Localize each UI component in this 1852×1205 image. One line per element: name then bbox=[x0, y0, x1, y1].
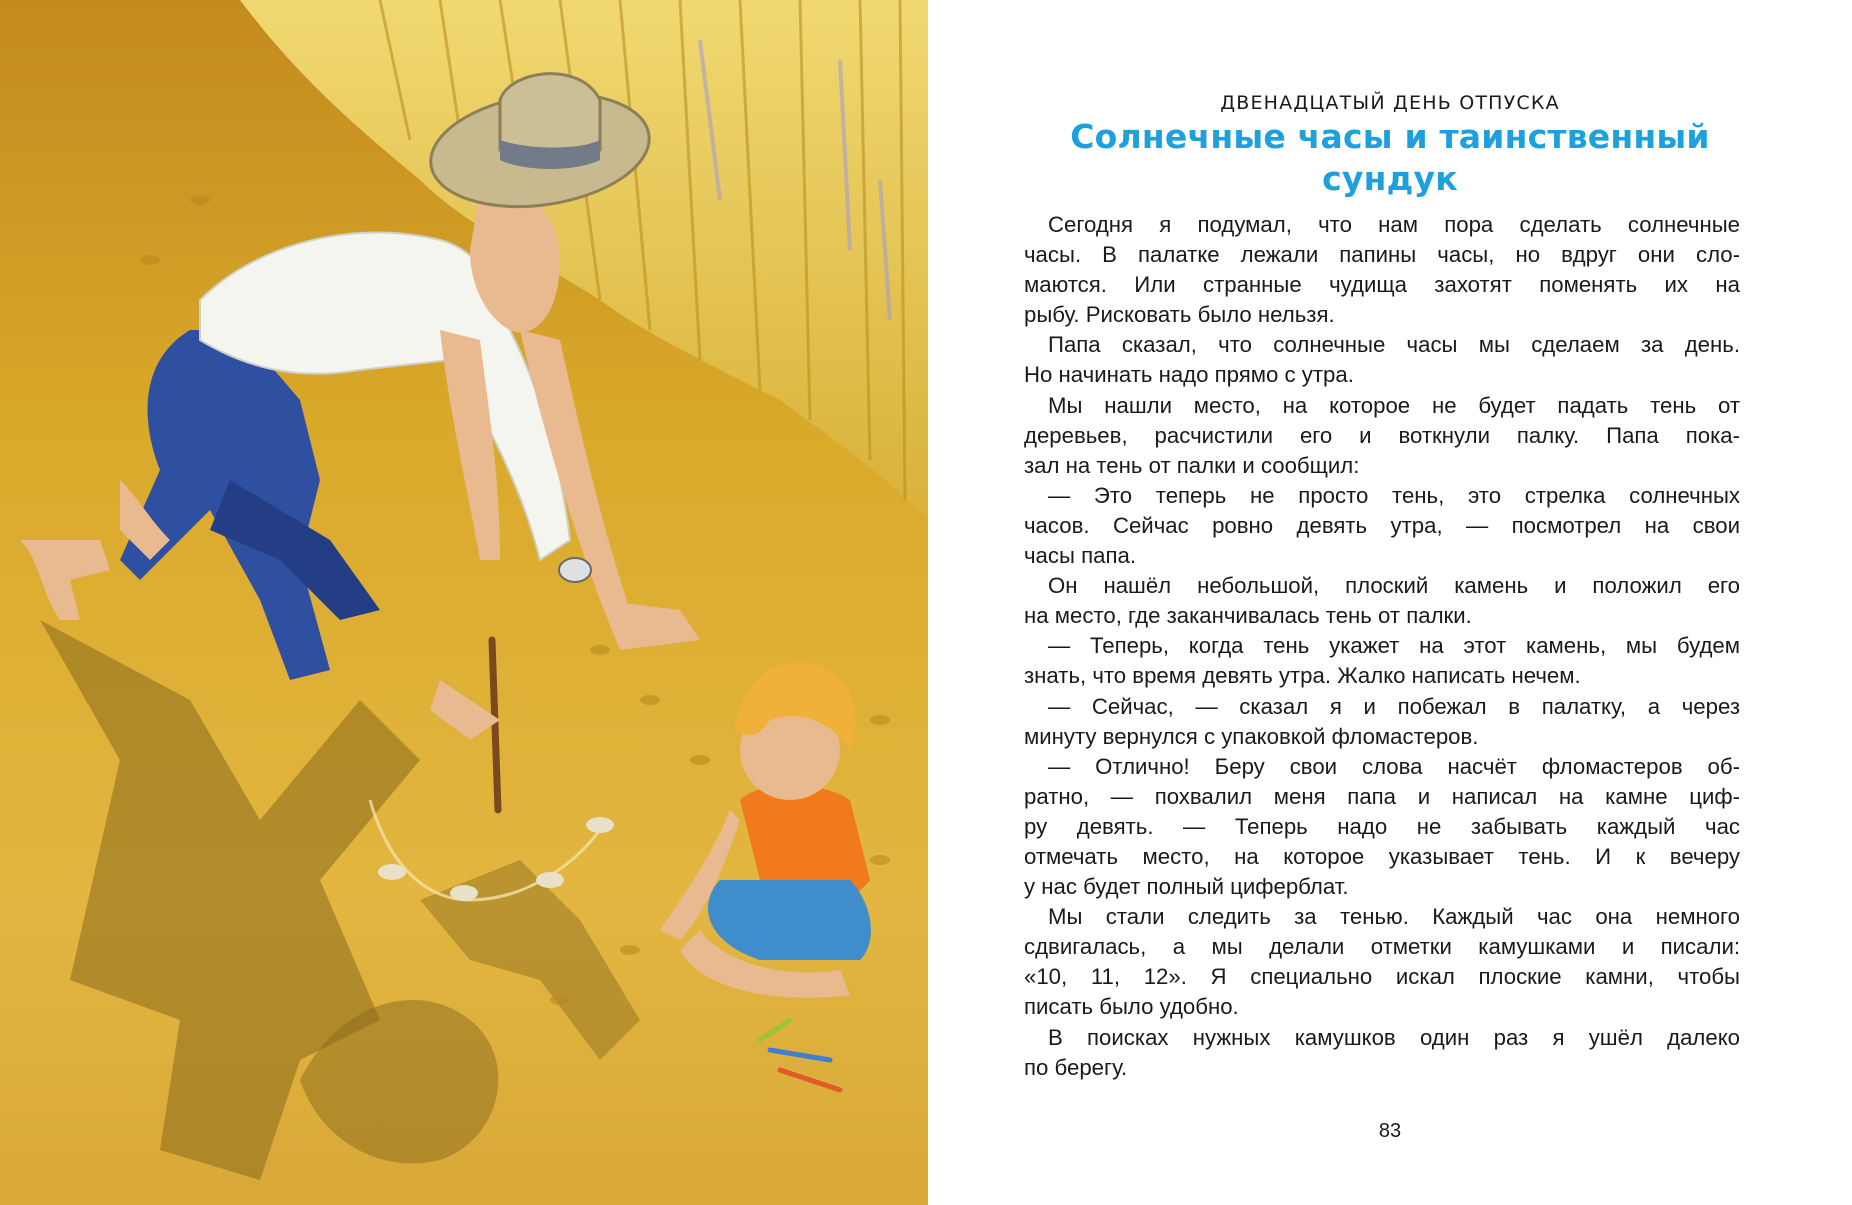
text-line: часов. Сейчас ровно девять утра, — посмотрел на свои bbox=[1024, 512, 1740, 538]
text-line: Но начинать надо прямо с утра. bbox=[1024, 362, 1354, 388]
text-line: Мы стали следить за тенью. Каждый час она немного bbox=[1048, 904, 1740, 930]
text-line: отмечать место, на которое указывает тень. И к вечеру bbox=[1024, 843, 1740, 869]
text-line: — Отлично! Беру свои слова насчёт фломастеров об- bbox=[1048, 753, 1740, 779]
text-line: часы папа. bbox=[1024, 543, 1136, 569]
text-line: ру девять. — Теперь надо не забывать каждый час bbox=[1024, 813, 1740, 839]
chapter-title-line: сундук bbox=[1322, 159, 1458, 198]
text-line: знать, что время девять утра. Жалко написать нечем. bbox=[1024, 663, 1581, 689]
text-line: — Это теперь не просто тень, это стрелка солнечных bbox=[1048, 482, 1740, 508]
text-line: Папа сказал, что солнечные часы мы сделаем за день. bbox=[1048, 332, 1740, 358]
chapter-title-line: Солнечные часы и таинственный bbox=[1070, 117, 1710, 156]
chapter-label: ДВЕНАДЦАТЫЙ ДЕНЬ ОТПУСКА bbox=[1220, 92, 1560, 114]
text-line: маются. Или странные чудища захотят поменять их на bbox=[1024, 272, 1740, 298]
text-line: Он нашёл небольшой, плоский камень и положил его bbox=[1048, 573, 1740, 599]
text-line: писать было удобно. bbox=[1024, 994, 1239, 1020]
text-line: — Сейчас, — сказал я и побежал в палатку, а через bbox=[1048, 693, 1740, 719]
text-line: на место, где заканчивалась тень от палки. bbox=[1024, 603, 1472, 629]
text-line: «10, 11, 12». Я специально искал плоские камни, чтобы bbox=[1024, 964, 1740, 990]
text-line: у нас будет полный циферблат. bbox=[1024, 874, 1349, 900]
text-line: ратно, — похвалил меня папа и написал на камне циф- bbox=[1024, 783, 1740, 809]
text-line: по берегу. bbox=[1024, 1054, 1128, 1080]
page-number: 83 bbox=[1378, 1120, 1402, 1142]
text-page bbox=[928, 0, 1852, 1205]
text-line: Сегодня я подумал, что нам пора сделать солнечные bbox=[1048, 212, 1740, 237]
text-line: Мы нашли место, на которое не будет падать тень от bbox=[1048, 392, 1740, 418]
text-line: — Теперь, когда тень укажет на этот камень, мы будем bbox=[1048, 633, 1740, 659]
body-text bbox=[1024, 210, 1740, 1083]
text-line: сдвигалась, а мы делали отметки камушками и писали: bbox=[1024, 934, 1740, 960]
chapter-title bbox=[1008, 116, 1772, 200]
text-line: рыбу. Рисковать было нельзя. bbox=[1024, 302, 1335, 328]
text-line: деревьев, расчистили его и воткнули палку. Папа пока- bbox=[1024, 422, 1740, 448]
text-line: зал на тень от палки и сообщил: bbox=[1024, 452, 1360, 478]
text-line: часы. В палатке лежали папины часы, но вдруг они сло- bbox=[1024, 242, 1740, 268]
text-line: минуту вернулся с упаковкой фломастеров. bbox=[1024, 723, 1479, 749]
text-line: В поисках нужных камушков один раз я ушёл далеко bbox=[1048, 1024, 1740, 1050]
